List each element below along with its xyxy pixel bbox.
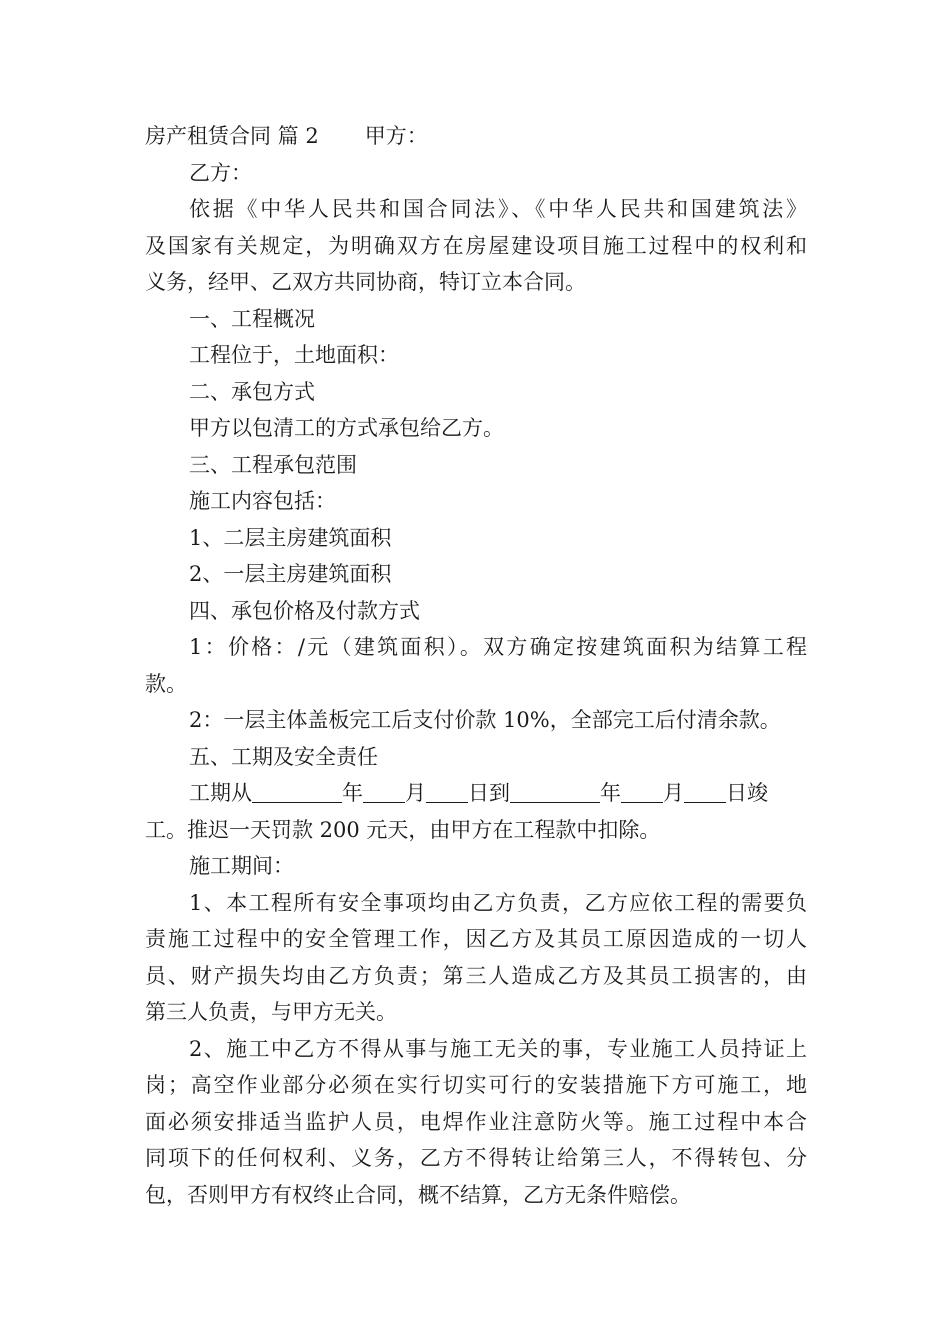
blank-year-2 (510, 780, 600, 803)
section-2-line: 甲方以包清工的方式承包给乙方。 (189, 416, 504, 440)
para-2-line-4: 同项下的任何权利、义务，乙方不得转让给第三人，不得转包、分 (145, 1146, 807, 1170)
section-2-heading: 二、承包方式 (189, 379, 315, 404)
period-day-to: 日到 (468, 781, 510, 805)
section-4-para-1-line-1: 1：价格：/元（建筑面积）。双方确定按建筑面积为结算工程 (189, 635, 807, 659)
party-a-label: 甲方： (364, 124, 428, 148)
blank-day-2 (684, 780, 726, 803)
para-2-line-1: 2、施工中乙方不得从事与施工无关的事，专业施工人员持证上 (189, 1036, 807, 1061)
intro-line-1: 依据《中华人民共和国合同法》、《中华人民共和国建筑法》 (189, 197, 807, 221)
section-4-para-2: 2：一层主体盖板完工后支付价款 10%，全部完工后付清余款。 (189, 708, 781, 732)
section-4-heading: 四、承包价格及付款方式 (189, 598, 420, 623)
section-1-heading: 一、工程概况 (189, 306, 315, 331)
period-day-end: 日竣 (726, 781, 768, 805)
period-line-2: 工。推迟一天罚款 200 元天，由甲方在工程款中扣除。 (145, 817, 661, 842)
section-3-item-1: 1、二层主房建筑面积 (189, 525, 392, 550)
para-1-line-2: 责施工过程中的安全管理工作，因乙方及其员工原因造成的一切人 (145, 927, 807, 951)
para-1-line-4: 第三人负责，与甲方无关。 (145, 1000, 397, 1024)
document-page (145, 118, 807, 1213)
section-1-line: 工程位于，土地面积： (189, 343, 399, 367)
period-year-1: 年 (342, 781, 363, 805)
period-year-2: 年 (600, 781, 621, 805)
doc-title: 房产租赁合同 篇 2 (145, 124, 319, 148)
period-line (145, 775, 807, 812)
title-line (145, 118, 807, 155)
blank-month-1 (363, 780, 405, 803)
section-4-para-1-line-2: 款。 (145, 671, 187, 696)
para-2-line-2: 岗；高空作业部分必须在实行切实可行的安装措施下方可施工，地 (145, 1073, 807, 1097)
blank-month-2 (621, 780, 663, 803)
para-2-line-3: 面必须安排适当监护人员，电焊作业注意防火等。施工过程中本合 (145, 1109, 807, 1134)
blank-year-1 (252, 780, 342, 803)
period-month-2: 月 (663, 781, 684, 805)
blank-day-1 (426, 780, 468, 803)
during-label: 施工期间： (189, 854, 294, 878)
para-2-line-5: 包，否则甲方有权终止合同，概不结算，乙方无条件赔偿。 (145, 1182, 691, 1207)
intro-line-3: 义务，经甲、乙双方共同协商，特订立本合同。 (145, 270, 586, 294)
period-from: 工期从 (189, 781, 252, 805)
section-3-line: 施工内容包括： (189, 489, 336, 513)
section-3-item-2: 2、一层主房建筑面积 (189, 562, 392, 586)
para-1-line-3: 员、财产损失均由乙方负责；第三人造成乙方及其员工损害的，由 (145, 963, 807, 988)
period-month-1: 月 (405, 781, 426, 805)
para-1-line-1: 1、本工程所有安全事项均由乙方负责，乙方应依工程的需要负 (189, 890, 807, 915)
section-5-heading: 五、工期及安全责任 (189, 744, 378, 769)
intro-line-2: 及国家有关规定，为明确双方在房屋建设项目施工过程中的权利和 (145, 233, 807, 258)
party-b-label: 乙方： (189, 160, 252, 185)
section-3-heading: 三、工程承包范围 (189, 452, 357, 477)
